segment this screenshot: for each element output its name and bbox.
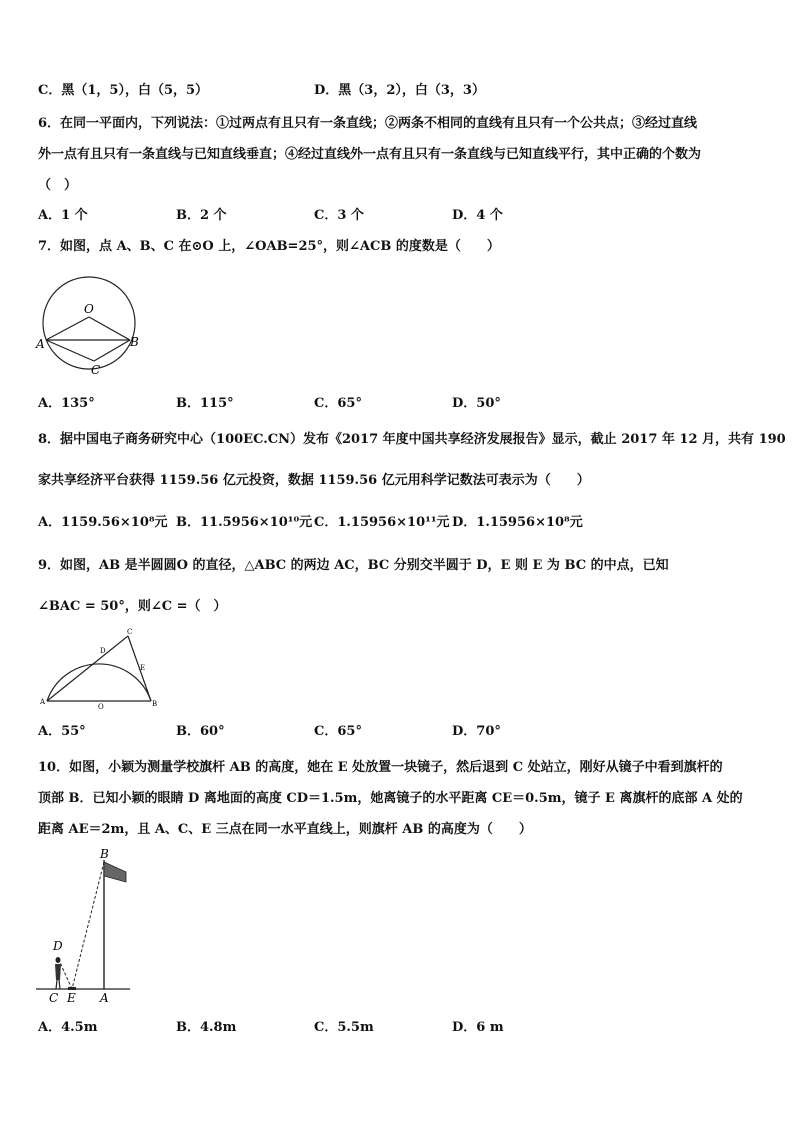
label-b: B [100,847,109,861]
q5-option-d: D．黑（3，2），白（3，3） [314,83,485,98]
label-a: A [40,698,46,706]
label-d: D [100,647,106,655]
q6-stem-line2: 外一点有且只有一条直线与已知直线垂直；④经过直线外一点有且只有一条直线与已知直线平行，其中正确的个数为 [38,147,702,162]
side-ac [47,636,128,701]
q8-option-c: C．1.15956×10¹¹元 [314,515,450,530]
flag-icon [104,862,126,882]
q8-stem-line1: 8．据中国电子商务研究中心（100EC.CN）发布《2017 年度中国共享经济发展报告》显示，截止 2017 年 12 月，共有 190 [38,432,786,447]
q9-stem-line2: ∠BAC = 50°，则∠C =（ ） [38,599,227,614]
q6-option-d: D．4 个 [452,208,503,223]
label-a: A [36,337,45,351]
label-e: E [67,991,76,1005]
label-c: C [49,991,59,1005]
label-o: O [98,703,104,711]
q6-stem-line3: （ ） [38,178,78,193]
q9-option-d: D．70° [452,724,501,739]
q6-option-a: A．1 个 [38,208,88,223]
q7-option-d: D．50° [452,396,501,411]
q9-semicircle-figure [34,626,164,712]
q6-option-b: B．2 个 [176,208,227,223]
q6-stem-line1: 6．在同一平面内，下列说法：①过两点有且只有一条直线；②两条不相同的直线有且只有一个公共点；③经过直线 [38,116,698,131]
q10-stem-line2: 顶部 B．已知小颖的眼睛 D 离地面的高度 CD＝1.5m，她离镜子的水平距离 CE＝0.5m，镜子 E 离旗杆的底部 A 处的 [38,791,743,806]
q10-stem-line1: 10．如图，小颖为测量学校旗杆 AB 的高度，她在 E 处放置一块镜子，然后退到 C 处站立，刚好从镜子中看到旗杆的 [38,760,723,775]
q7-option-b: B．115° [176,396,234,411]
q9-stem-line1: 9．如图，AB 是半圆圆O 的直径，△ABC 的两边 AC，BC 分别交半圆于 D，E 则 E 为 BC 的中点，已知 [38,558,669,573]
q6-option-c: C．3 个 [314,208,364,223]
mirror-icon [68,987,76,990]
q5-option-c: C．黑（1，5），白（5，5） [38,83,209,98]
semicircle-arc [47,664,151,701]
label-d: D [53,939,63,953]
label-b: B [130,335,139,349]
q8-option-b: B．11.5956×10¹⁰元 [176,515,313,530]
q9-option-a: A．55° [38,724,86,739]
label-c: C [127,628,133,636]
label-o: O [84,302,94,316]
label-e: E [140,664,146,672]
label-c: C [91,363,101,377]
q8-option-d: D．1.15956×10⁸元 [452,515,583,530]
q10-stem-line3: 距离 AE＝2m，且 A、C、E 三点在同一水平直线上，则旗杆 AB 的高度为（ ） [38,822,532,837]
label-a: A [100,991,109,1005]
person-leg-icon [56,980,57,989]
person-body-icon [55,964,61,980]
q10-option-b: B．4.8m [176,1020,237,1035]
q9-option-c: C．65° [314,724,362,739]
q10-flagpole-figure [34,846,134,1006]
q8-stem-line2: 家共享经济平台获得 1159.56 亿元投资，数据 1159.56 亿元用科学记数法可表示为（ ） [38,473,590,488]
q7-stem: 7．如图，点 A、B、C 在⊙O 上，∠OAB=25°，则∠ACB 的度数是（ ） [38,239,500,254]
q7-option-c: C．65° [314,396,362,411]
q10-option-c: C．5.5m [314,1020,374,1035]
q7-circle-figure [34,268,144,380]
person-leg-icon [59,980,60,989]
label-b: B [152,700,158,708]
q7-option-a: A．135° [38,396,95,411]
person-head-icon [56,957,61,963]
q9-option-b: B．60° [176,724,225,739]
q10-option-a: A．4.5m [38,1020,98,1035]
q8-option-a: A．1159.56×10⁸元 [38,515,168,530]
sightline-be [72,862,104,989]
q10-option-d: D．6 m [452,1020,504,1035]
